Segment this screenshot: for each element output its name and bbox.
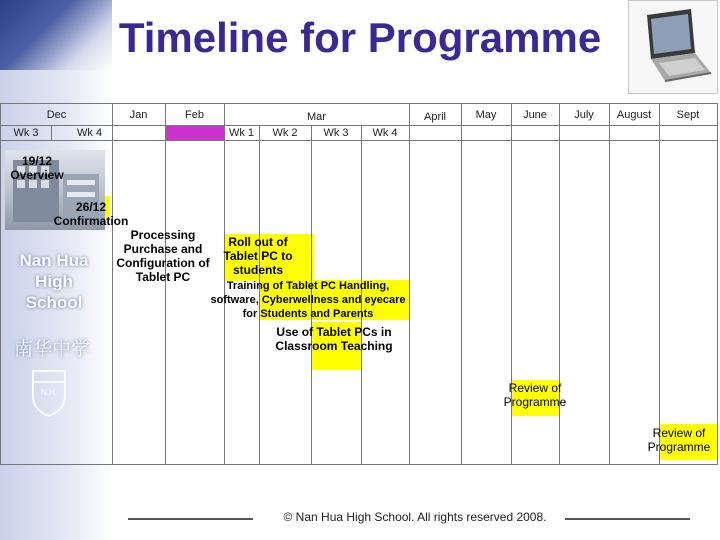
week-dec-wk3: Wk 3 — [13, 127, 39, 139]
week-mar-wk1: Wk 1 — [228, 127, 255, 139]
school-name-cn: 南华中学 — [14, 339, 91, 360]
milestone-rollout: Roll out of Tablet PC to students — [223, 235, 293, 277]
page-title: Timeline for Programme — [118, 14, 602, 61]
month-feb: Feb — [185, 109, 204, 121]
feb-highlight-cell — [165, 125, 224, 140]
month-jan: Jan — [129, 109, 148, 121]
month-july: July — [574, 109, 594, 121]
month-dec: Dec — [46, 109, 67, 121]
month-may: May — [475, 109, 497, 121]
milestone-use-classroom: Use of Tablet PCs in Classroom Teaching — [275, 325, 393, 353]
milestone-confirmation: 26/12 Confirmation — [53, 200, 129, 228]
week-mar-wk3: Wk 3 — [323, 127, 349, 139]
month-sept: Sept — [676, 109, 700, 121]
school-crest-icon — [30, 368, 68, 418]
milestone-review-2: Review of Programme — [647, 426, 711, 454]
milestone-training: Training of Tablet PC Handling, software, Cyberwellness and eyecare for Students and Parents — [210, 280, 406, 320]
week-mar-wk2: Wk 2 — [272, 127, 298, 139]
month-august: August — [616, 109, 652, 121]
school-name-en: Nan Hua High School — [19, 251, 89, 312]
milestone-review-1: Review of Programme — [503, 381, 567, 409]
crest-text: N.H. — [41, 388, 57, 397]
month-mar: Mar — [307, 111, 326, 123]
milestone-processing: Processing Purchase and Configuration of Tablet PC — [116, 228, 210, 284]
copyright-footer: © Nan Hua High School. All rights reserved 2008. — [283, 510, 547, 524]
tablet-laptop-icon — [628, 0, 718, 94]
month-april: April — [423, 111, 446, 123]
week-mar-wk4: Wk 4 — [372, 127, 398, 139]
milestone-overview: 19/12 Overview — [10, 154, 64, 182]
week-dec-wk4: Wk 4 — [77, 127, 103, 139]
month-june: June — [523, 109, 547, 121]
